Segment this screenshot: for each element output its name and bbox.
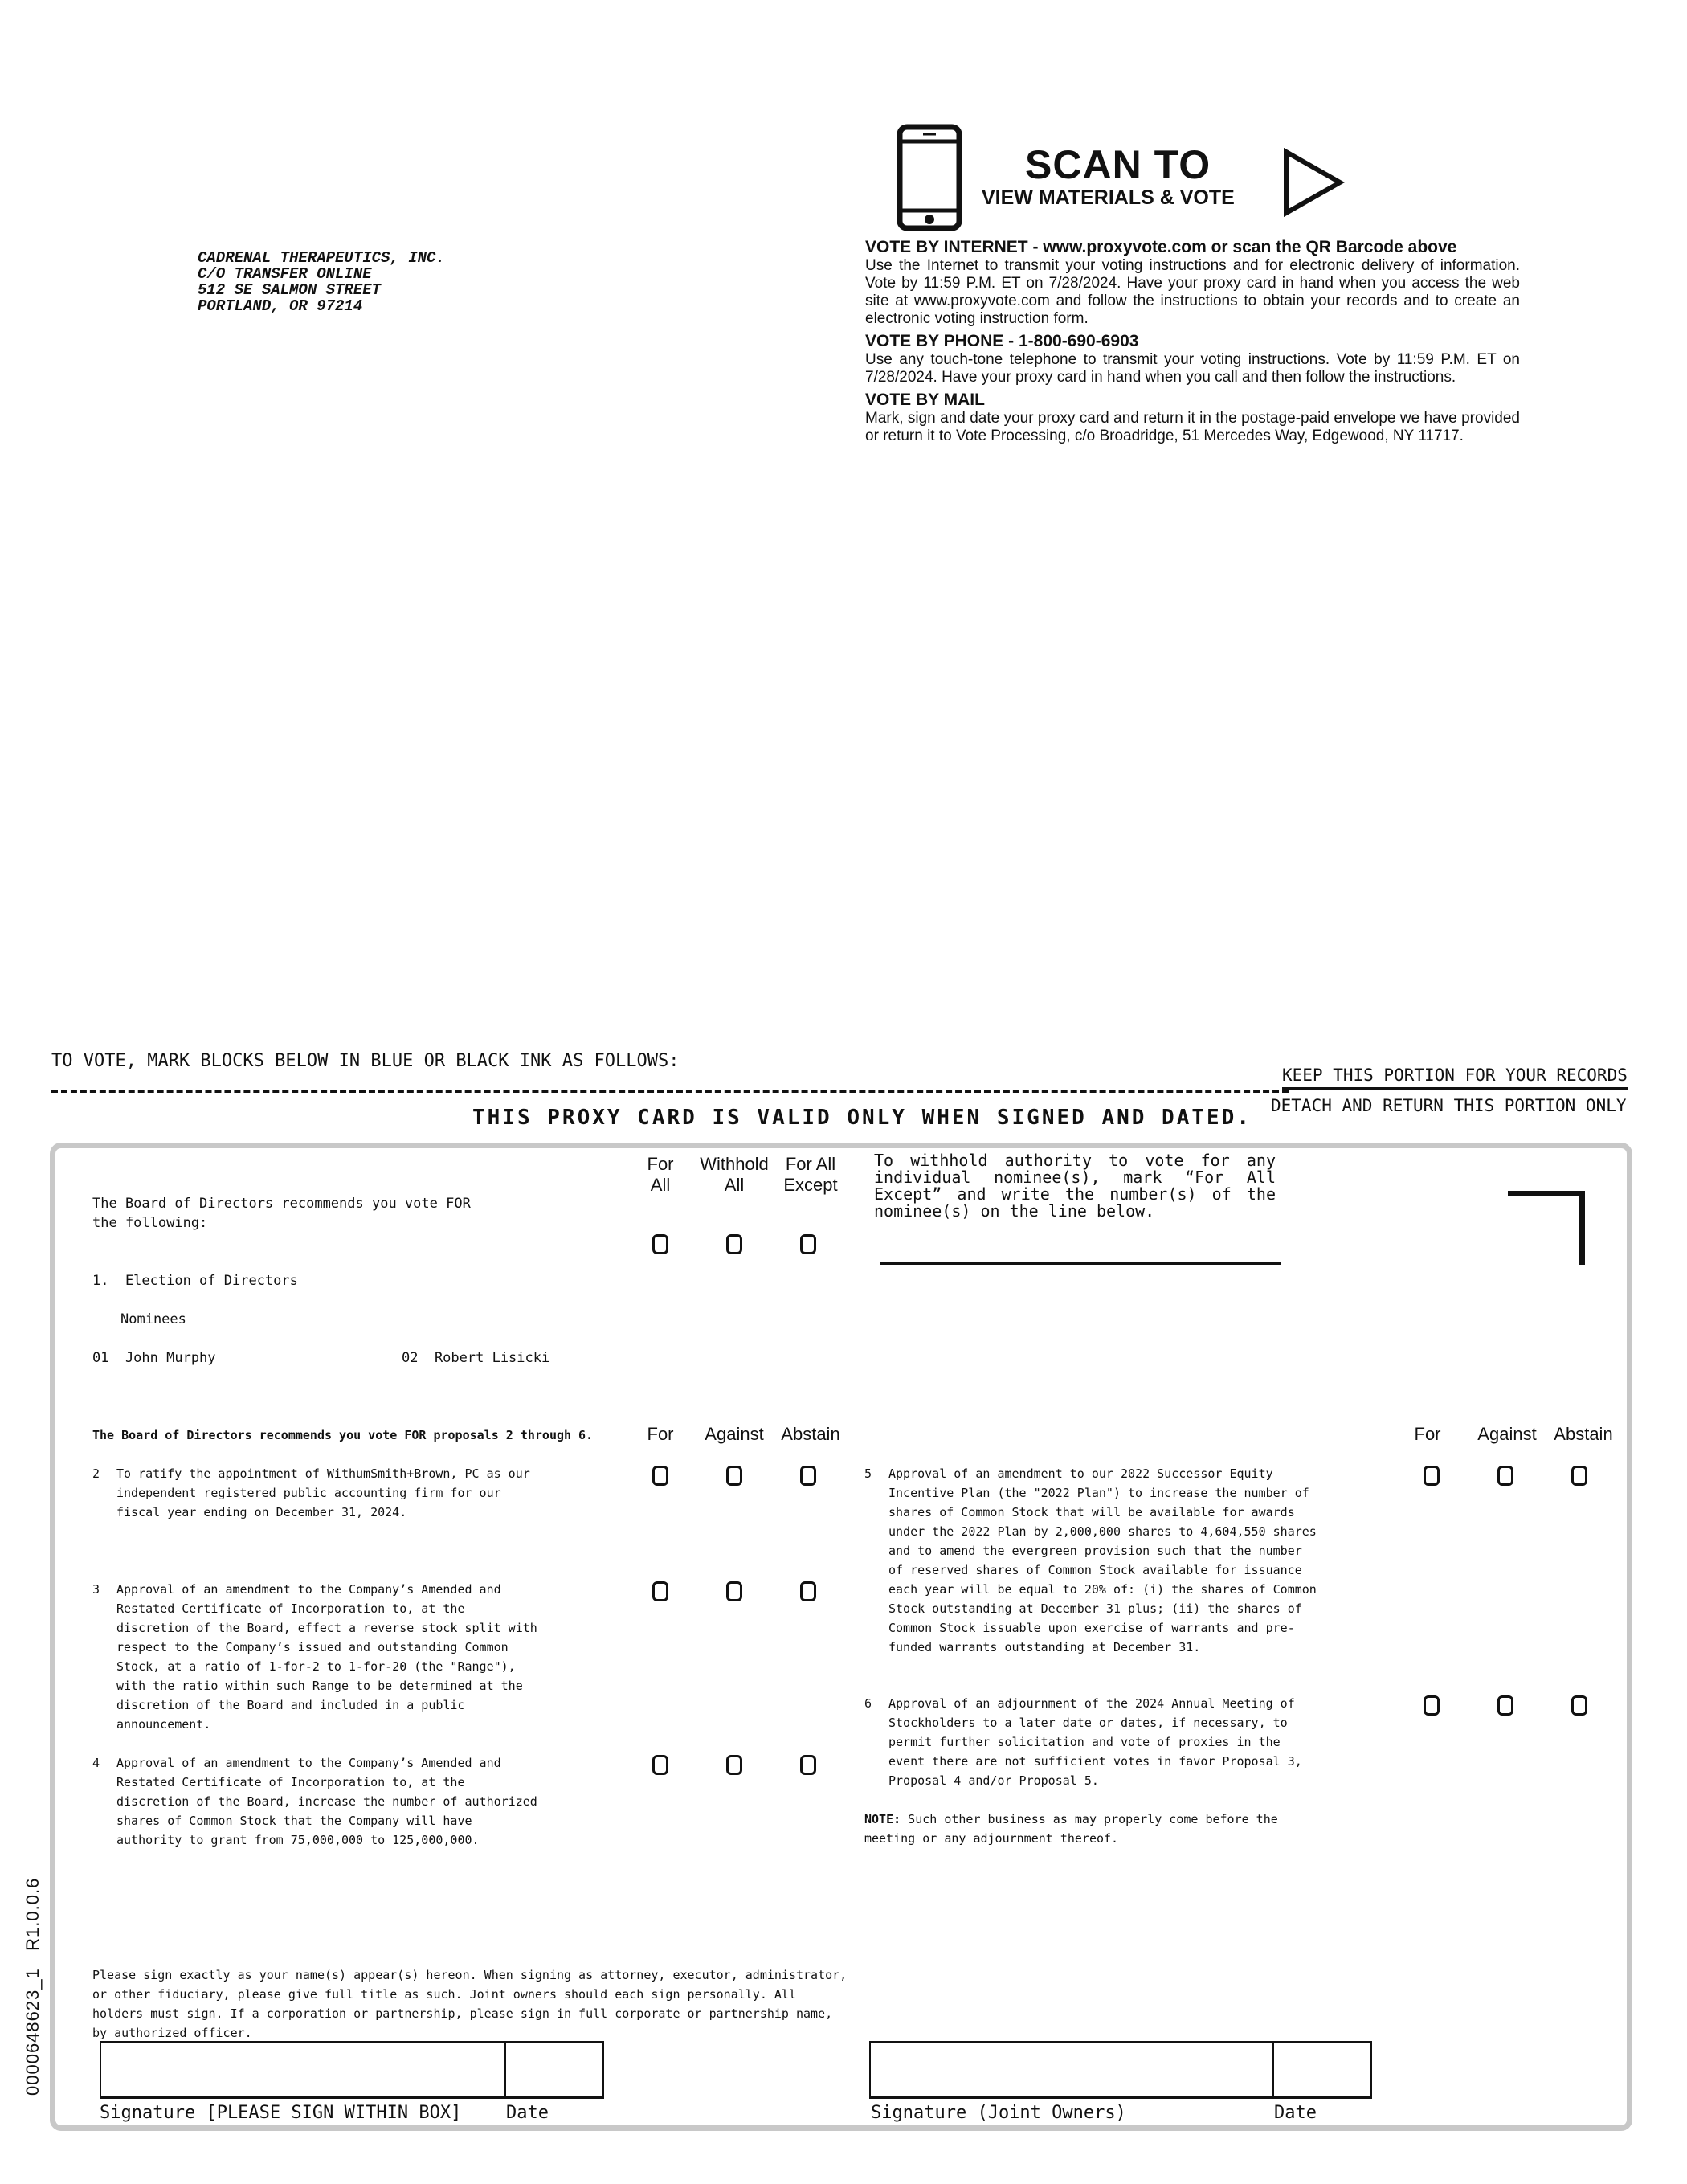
col-for-all-line1: For [647,1154,674,1174]
proposal-number: 3 [92,1582,100,1597]
company-address [198,250,445,314]
election-item: 1. Election of Directors [92,1273,298,1289]
proposal-3-against-checkbox[interactable] [726,1581,742,1601]
col-for-all [635,1154,686,1196]
keep-portion-label: KEEP THIS PORTION FOR YOUR RECORDS [1282,1065,1628,1090]
for-all-except-checkbox[interactable] [800,1234,816,1254]
play-arrow-icon [1282,148,1345,217]
note-label: NOTE: [864,1812,901,1826]
proposals-recommendation: The Board of Directors recommends you vote FOR proposals 2 through 6. [92,1428,594,1442]
proposal-4-for-checkbox[interactable] [652,1755,668,1775]
col-except-line2: Except [783,1175,838,1195]
col-for-all-except [774,1154,847,1196]
proposal-text: Approval of an amendment to our 2022 Successor Equity Incentive Plan (the "2022 Plan") to increase the number of shares of Common Stock that will be available for awards under the 2022 Plan by 2,000,000 shares to 4,604,550 shares and to amend the evergreen provision such that the number of reserved shares of Common Stock available for issuance each year will be equal to 20% of: (i) the shares of Common Stock outstanding at December 31 plus; (ii) the shares of Common Stock issuable upon exercise of warrants and pre-funded warrants outstanding at December 31. [888,1466,1317,1654]
col-against-left: Against [705,1424,764,1444]
proposal-text: Approval of an amendment to the Company’s Amended and Restated Certificate of Incorporation to, at the discretion of the Board, effect a reverse stock split with respect to the Company’s issued and outstanding Common Stock, at a ratio of 1-for-2 to 1-for-20 (the "Range"), with the ratio within such Range to be determined at the discretion of the Board and included in a public announcement. [116,1582,537,1732]
proposal-4-abstain-checkbox[interactable] [800,1755,816,1775]
proposal-5 [864,1464,1322,1657]
nominees-label: Nominees [120,1311,186,1327]
proposal-5-against-checkbox[interactable] [1497,1466,1513,1486]
recommend-line: The Board of Directors recommends you vote FOR [92,1196,471,1212]
mail-heading: VOTE BY MAIL [865,391,985,409]
joint-signature-box[interactable] [869,2041,1274,2099]
col-withhold-line2: All [724,1175,745,1195]
smartphone-icon [897,124,962,231]
joint-signature-label: Signature (Joint Owners) [871,2103,1126,2123]
registration-corner-mark [1508,1191,1585,1265]
proposal-number: 5 [864,1466,872,1481]
election-recommendation [92,1194,471,1233]
for-all-checkbox[interactable] [652,1234,668,1254]
col-withhold-all [692,1154,776,1196]
address-line: PORTLAND, OR 97214 [198,297,363,315]
proposal-6-abstain-checkbox[interactable] [1571,1695,1587,1716]
proposal-note [864,1810,1314,1848]
phone-heading: VOTE BY PHONE - 1-800-690-6903 [865,332,1139,350]
col-abstain-right: Abstain [1554,1424,1613,1444]
valid-notice: THIS PROXY CARD IS VALID ONLY WHEN SIGNED AND DATED. [472,1106,1252,1130]
note-text: Such other business as may properly come before the meeting or any adjournment thereof. [864,1812,1278,1846]
control-id: 0000648623_1 R1.0.0.6 [22,1877,43,2096]
vote-instructions [865,238,1520,445]
signature-date-label: Date [506,2103,549,2123]
scan-title: SCAN TO [1025,142,1211,187]
internet-body: Use the Internet to transmit your voting instructions and for electronic delivery of information. Vote by 11:59 P.M. ET on 7/28/2024. Have your proxy card in hand when you access the web site at www.proxyvote.com and follow the instructions to obtain your records and to create an electronic voting instruction form. [865,257,1520,327]
recommend-line: the following: [92,1215,208,1231]
proposal-text: Approval of an amendment to the Company’s Amended and Restated Certificate of Incorporation to, at the discretion of the Board, increase the number of authorized shares of Common Stock that the Company will have authority to grant from 75,000,000 to 125,000,000. [116,1756,537,1847]
proposal-6 [864,1694,1322,1790]
proposal-6-for-checkbox[interactable] [1424,1695,1440,1716]
proposal-5-for-checkbox[interactable] [1424,1466,1440,1486]
signature-instructions: Please sign exactly as your name(s) appear(s) hereon. When signing as attorney, executor, administrator, or other fiduciary, please give full title as such. Joint owners should each sign personally. All holders must sign. If a corporation or partnership, please sign in full corporate or partnership name, by authorized officer. [92,1968,848,2040]
proposal-text: To ratify the appointment of WithumSmith+Brown, PC as our independent registered public accounting firm for our fiscal year ending on December 31, 2024. [116,1466,530,1519]
mark-instructions: TO VOTE, MARK BLOCKS BELOW IN BLUE OR BLACK INK AS FOLLOWS: [51,1051,680,1071]
proposal-number: 6 [864,1696,872,1711]
proposal-3-for-checkbox[interactable] [652,1581,668,1601]
proposal-3-abstain-checkbox[interactable] [800,1581,816,1601]
proposal-number: 4 [92,1756,100,1770]
nominee-john-murphy: 01 John Murphy [92,1350,216,1366]
address-line: 512 SE SALMON STREET [198,281,382,299]
col-for-left: For [647,1424,674,1444]
mail-body: Mark, sign and date your proxy card and return it in the postage-paid envelope we have provided or return it to Vote Processing, c/o Broadridge, 51 Mercedes Way, Edgewood, NY 11717. [865,410,1520,444]
joint-date-label: Date [1274,2103,1317,2123]
proposal-6-against-checkbox[interactable] [1497,1695,1513,1716]
signature-box[interactable] [100,2041,506,2099]
col-withhold-line1: Withhold [700,1154,769,1174]
col-for-right: For [1414,1424,1441,1444]
proposal-2-abstain-checkbox[interactable] [800,1466,816,1486]
nominee-exception-line[interactable] [880,1262,1281,1265]
address-line: C/O TRANSFER ONLINE [198,265,372,283]
withhold-instructions: To withhold authority to vote for any individual nominee(s), mark “For All Except” and write the number(s) of the nominee(s) on the line below. [874,1151,1276,1221]
col-except-line1: For All [785,1154,836,1174]
phone-body: Use any touch-tone telephone to transmit your voting instructions. Vote by 11:59 P.M. ET on 7/28/2024. Have your proxy card in hand when you call and then follow the instructions. [865,351,1520,386]
proposal-4 [92,1753,542,1850]
col-abstain-left: Abstain [781,1424,840,1444]
col-for-all-line2: All [650,1175,671,1195]
proposal-4-against-checkbox[interactable] [726,1755,742,1775]
proposal-5-abstain-checkbox[interactable] [1571,1466,1587,1486]
nominee-robert-lisicki: 02 Robert Lisicki [402,1350,550,1366]
withhold-all-checkbox[interactable] [726,1234,742,1254]
proposal-2-against-checkbox[interactable] [726,1466,742,1486]
scan-subtitle: VIEW MATERIALS & VOTE [982,186,1235,209]
internet-heading: VOTE BY INTERNET - www.proxyvote.com or scan the QR Barcode above [865,238,1457,256]
col-against-right: Against [1477,1424,1537,1444]
proposal-3 [92,1580,542,1734]
address-line: CADRENAL THERAPEUTICS, INC. [198,249,445,267]
signature-date-box[interactable] [504,2041,604,2099]
detach-portion-label: DETACH AND RETURN THIS PORTION ONLY [1271,1096,1627,1115]
proposal-2 [92,1464,542,1522]
detach-dashed-line [51,1090,1289,1093]
proposal-text: Approval of an adjournment of the 2024 Annual Meeting of Stockholders to a later date or dates, if necessary, to permit further solicitation and vote of proxies in the event there are not sufficient votes in favor Proposal 3, Proposal 4 and/or Proposal 5. [888,1696,1302,1788]
proposal-number: 2 [92,1466,100,1481]
signature-label: Signature [PLEASE SIGN WITHIN BOX] [100,2103,462,2123]
proposal-2-for-checkbox[interactable] [652,1466,668,1486]
joint-date-box[interactable] [1272,2041,1372,2099]
